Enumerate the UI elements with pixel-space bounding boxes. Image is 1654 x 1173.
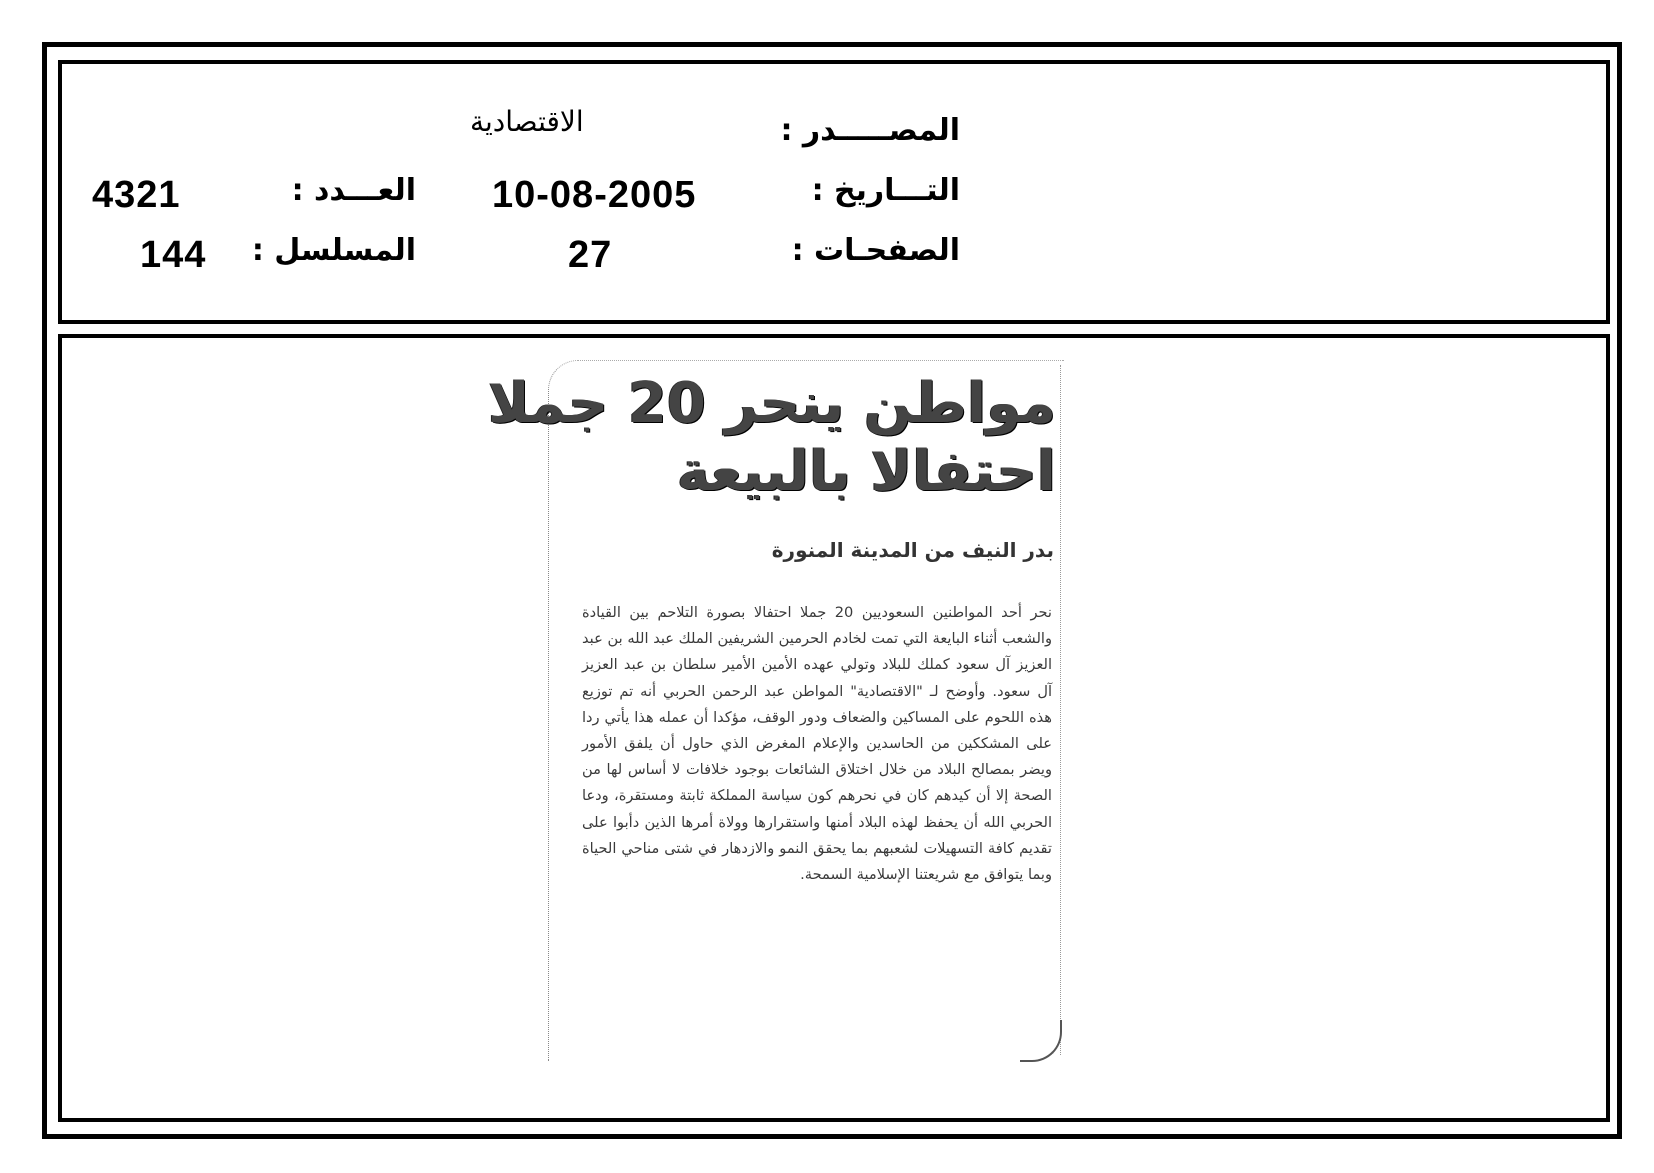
headline-line1: مواطن ينحر 20 جملا xyxy=(487,371,1056,436)
issue-value: 4321 xyxy=(92,174,181,216)
date-value: 10-08-2005 xyxy=(492,174,697,216)
clipping-edge xyxy=(1060,365,1063,1055)
pages-value: 27 xyxy=(568,234,613,276)
issue-label: العـــدد : xyxy=(291,173,416,208)
serial-value: 144 xyxy=(140,234,207,276)
article-body: نحر أحد المواطنين السعوديين 20 جملا احتفالا بصورة التلاحم بين القيادة والشعب أثناء البايعة التي تمت لخادم الحرمين الشريفين الملك عبد الله بن عبد العزيز آل سعود كملك للبلاد وتولي عهده الأمين الأمير سلطان بن عبد العزيز آل سعود. وأوضح لـ "الاقتصادية" المواطن عبد الرحمن الحربي أنه تم توزيع هذه اللحوم على المساكين والضعاف ودور الوقف، مؤكدا أن عمله هذا يأتي ردا على المشككين من الحاسدين والإعلام المغرض الذي حاول أن يلفق الأمور ويضر بمصالح البلاد من خلال اختلاق الشائعات بوجود خلافات لا أساس لها من الصحة إلا أن كيدهم كان في نحرهم كون سياسة المملكة ثابتة ومستقرة، ودعا الحربي الله أن يحفظ لهذه البلاد أمنها واستقرارها وولاة أمرها الذين دأبوا على تقديم كافة التسهيلات لشعبهم بما يحقق النمو والازدهار في شتى مناحي الحياة وبما يتوافق مع شريعتنا الإسلامية السمحة. xyxy=(582,604,1052,884)
pages-label: الصفحـات : xyxy=(791,233,960,268)
serial-label: المسلسل : xyxy=(251,233,416,268)
headline-line2: احتفالا بالبيعة xyxy=(676,439,1056,504)
source-label: المصـــــدر : xyxy=(780,113,960,148)
date-label: التـــاريخ : xyxy=(811,173,960,208)
source-value: الاقتصادية xyxy=(470,105,584,138)
article-byline: بدر النيف من المدينة المنورة xyxy=(771,538,1054,562)
